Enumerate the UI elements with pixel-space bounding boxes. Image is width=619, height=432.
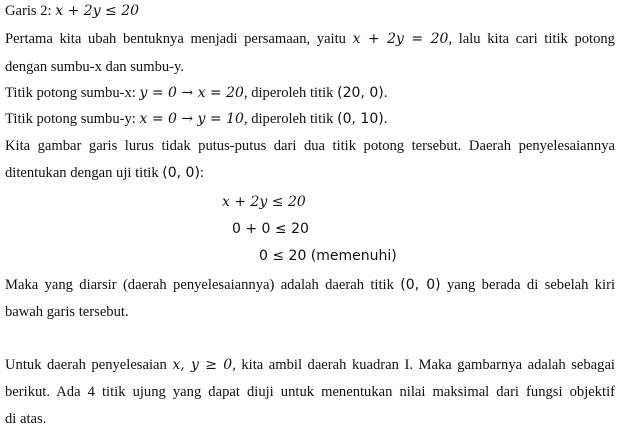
test-step3 bbox=[259, 246, 397, 266]
test-step1 bbox=[222, 192, 306, 212]
para3-line1 bbox=[5, 275, 615, 295]
heading-inequality: x + 2y ≤ 20 bbox=[55, 3, 140, 19]
intercept-x-mid: , diperoleh titik bbox=[243, 85, 338, 101]
para1-tail: , lalu kita cari titik potong bbox=[448, 31, 615, 47]
para4-text: Untuk daerah penyelesaian bbox=[5, 357, 173, 373]
intercept-y-end: . bbox=[383, 111, 388, 127]
para1-text: Pertama kita ubah bentuknya menjadi persamaan, yaitu bbox=[5, 31, 353, 47]
intercept-x-end: . bbox=[383, 85, 388, 101]
intercept-y-mid: , diperoleh titik bbox=[243, 111, 338, 127]
para4-math: x, y ≥ 0 bbox=[172, 357, 233, 373]
para2-end: : bbox=[199, 165, 204, 181]
para2-line1: Kita gambar garis lurus tidak putus-putus dari dua titik potong tersebut. Daerah penyelesaiannya bbox=[5, 138, 615, 154]
heading-prefix: Garis 2: bbox=[5, 3, 56, 19]
test-step1-math: x + 2y ≤ 20 bbox=[222, 194, 306, 210]
intercept-y-line bbox=[5, 109, 615, 129]
para2-point: (0, 0) bbox=[162, 165, 200, 181]
intercept-x-line bbox=[5, 83, 615, 103]
para3-tail: yang berada di sebelah kiri bbox=[440, 277, 616, 293]
para4-line3: di atas. bbox=[5, 411, 47, 427]
para1-equation: x + 2y = 20 bbox=[352, 31, 449, 47]
intercept-x-point: (20, 0) bbox=[337, 85, 384, 101]
heading-line bbox=[5, 1, 615, 21]
intercept-x-math: y = 0 → x = 20 bbox=[139, 85, 244, 101]
intercept-x-label: Titik potong sumbu-x: bbox=[5, 85, 140, 101]
intercept-y-point: (0, 10) bbox=[337, 111, 384, 127]
para2-text: ditentukan dengan uji titik bbox=[5, 165, 163, 181]
para4-line1 bbox=[5, 355, 615, 375]
test-step2 bbox=[232, 219, 309, 239]
para1-line1 bbox=[5, 29, 615, 49]
test-step3-math: 0 ≤ 20 (memenuhi) bbox=[259, 248, 397, 264]
test-step2-math: 0 + 0 ≤ 20 bbox=[232, 221, 309, 237]
para4-line2: berikut. Ada 4 titik ujung yang dapat diuji untuk menentukan nilai maksimal dari fungsi objektif bbox=[5, 384, 615, 400]
para2-line2 bbox=[5, 163, 615, 183]
para3-text: Maka yang diarsir (daerah penyelesaiannya) adalah daerah titik bbox=[5, 277, 401, 293]
para1-line2: dengan sumbu-x dan sumbu-y. bbox=[5, 59, 185, 75]
intercept-y-label: Titik potong sumbu-y: bbox=[5, 111, 140, 127]
para3-point: (0, 0) bbox=[400, 277, 441, 293]
para4-tail: , kita ambil daerah kuadran I. Maka gambarnya adalah sebagai bbox=[232, 357, 615, 373]
para3-line2: bawah garis tersebut. bbox=[5, 304, 129, 320]
intercept-y-math: x = 0 → y = 10 bbox=[139, 111, 244, 127]
